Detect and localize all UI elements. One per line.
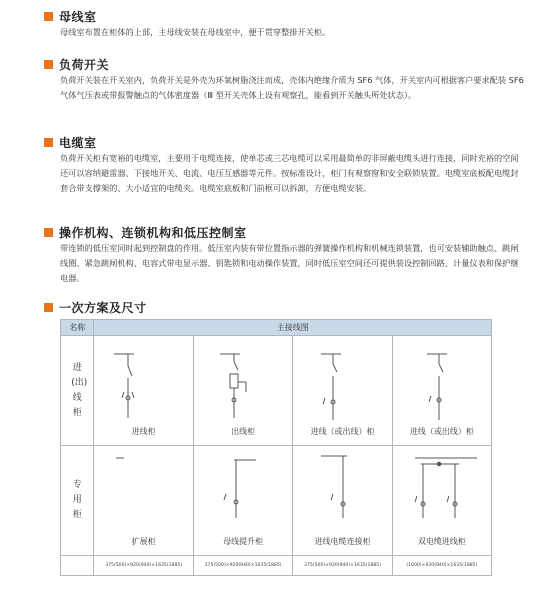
diagram-extension-cabinet [94, 446, 193, 556]
dimension-text: (1000)×920(940)×1635(1885) [392, 556, 491, 576]
section-primary-scheme [44, 299, 147, 316]
diagram-caption: 进线柜 [131, 427, 156, 436]
bullet-square-icon [44, 228, 53, 237]
diagram-caption: 进线电缆连接柜 [314, 537, 371, 546]
section-body: 负荷开关柜有宽裕的电缆室，主要用于电缆连接，使单芯或三芯电缆可以采用最简单的非屏蔽电缆头进行连接，同时充裕的空间还可以容纳避雷器、下接地开关、电流、电压互感器等元件。按标准设计，柜门有观察窗和安全联锁装置。电缆室底板配电缆封套合带支撑架的、大小适宜的电缆夹。电缆室底板和门前框可以拆卸，方便电缆安装。 [60, 153, 519, 193]
diagram-bus-riser-cabinet [193, 446, 292, 556]
bullet-square-icon [44, 12, 53, 21]
diagram-outgoing-cabinet [193, 336, 292, 446]
diagram-caption: 母线提升柜 [223, 537, 264, 546]
diagram-caption: 进线（或出线）柜 [310, 427, 375, 436]
section-body: 负荷开关装在开关室内，负荷开关是外壳为环氧树脂浇注而成，壳体内绝缘介质为 SF6 气体，开关室内可根据客户要求配装 SF6 气体气压表或带报警触点的气体密度器（Ⅲ 型开关壳体上设有观察孔，能看到开关触头所处状态）。 [60, 75, 524, 100]
diagram-caption: 双电缆进线柜 [417, 537, 466, 546]
dim-label-empty [61, 556, 94, 576]
bullet-square-icon [44, 303, 53, 312]
dimension-text: 375(500)×920(940)×1635(1885) [94, 556, 193, 576]
diagram-caption: 扩展柜 [131, 537, 156, 546]
dimension-text: 375(500)×920(940)×1635(1885) [193, 556, 292, 576]
header-name: 名称 [61, 320, 94, 336]
section-load-switch [44, 56, 525, 103]
row-label-incoming-outgoing: 进(出)线柜 [61, 336, 94, 446]
section-body: 母线室布置在柜体的上部，主母线安装在母线室中，便于贯穿整排开关柜。 [60, 27, 331, 37]
diagram-incoming-cabinet [94, 336, 193, 446]
dimension-text: 375(500)×920(940)×1635(1885) [293, 556, 392, 576]
diagram-incoming-or-outgoing-a [293, 336, 392, 446]
bullet-square-icon [44, 138, 53, 147]
section-title: 负荷开关 [59, 58, 110, 72]
diagram-dual-cable-cabinet [392, 446, 491, 556]
section-title: 一次方案及尺寸 [59, 301, 147, 315]
section-operating-mechanism [44, 224, 525, 286]
row-label-special: 专用柜 [61, 446, 94, 556]
diagram-incoming-or-outgoing-b [392, 336, 491, 446]
scheme-table [60, 319, 492, 576]
header-main: 主接线图 [94, 320, 492, 336]
bullet-square-icon [44, 60, 53, 69]
section-cable-room [44, 134, 525, 196]
diagram-caption: 进线（或出线）柜 [409, 427, 474, 436]
section-title: 电缆室 [59, 136, 97, 150]
section-body: 带连锁的低压室同时起到控制盘的作用。低压室内装有带位置指示器的弹簧操作机构和机械连锁装置，也可安装辅助触点、跳闸线圈、紧急跳闸机构、电容式带电显示器、钥匙锁和电动操作装置，同时低压室空间还可提供装设控制回路、计量仪表和保护继电器。 [60, 243, 519, 283]
section-title: 母线室 [59, 10, 97, 24]
section-title: 操作机构、连锁机构和低压控制室 [59, 226, 247, 240]
diagram-cable-connection-cabinet [293, 446, 392, 556]
section-busbar-room [44, 8, 525, 40]
diagram-caption: 出线柜 [231, 427, 256, 436]
